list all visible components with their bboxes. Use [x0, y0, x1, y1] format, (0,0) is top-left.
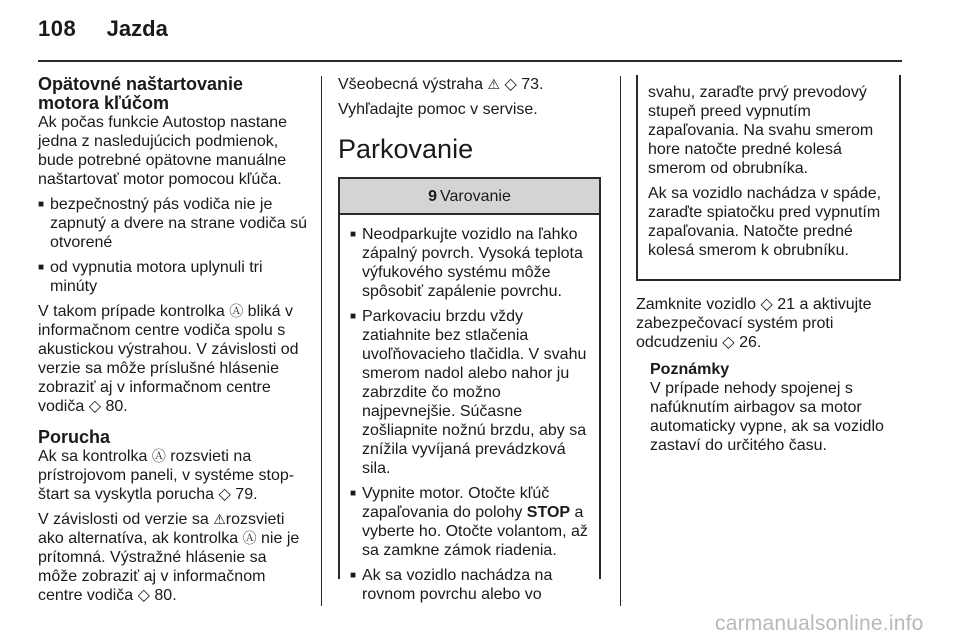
stop-position-label: STOP	[526, 504, 571, 521]
bullet-icon: ■	[350, 311, 357, 322]
bullet-icon: ■	[38, 262, 45, 273]
warning-header	[340, 179, 599, 215]
section-heading: Porucha	[38, 427, 111, 447]
header-rule	[38, 60, 902, 62]
list-item: ■ Parkovaciu brzdu vždy zatiahnite bez stlačenia uvoľňovacieho tlačidla. V svahu smerom nadol alebo nahor ju zabrzdite čo možno najpevnejšie. Súčasne zošliapnite nožnú brzdu, aby sa znížila vyvíjaná prevádzková sila.	[350, 308, 587, 477]
cross-reference-icon: ◇	[137, 587, 150, 604]
page-reference[interactable]: 26.	[739, 334, 762, 351]
cross-reference-icon: ◇	[218, 486, 231, 503]
column-1	[38, 75, 308, 611]
page-reference[interactable]: 73.	[521, 76, 544, 93]
cross-reference-icon: ◇	[88, 398, 102, 415]
column-2	[338, 75, 601, 603]
bullet-icon: ■	[350, 229, 357, 240]
cross-reference-icon: ◇	[760, 296, 773, 313]
paragraph: Ak sa vozidlo nachádza v spáde, zaraďte spiatočku pred vypnutím zapaľovania. Natočte predné kolesá smerom k obrubníku.	[648, 185, 882, 259]
paragraph: svahu, zaraďte prvý prevodový stupeň preed vypnutím zapaľovania. Na svahu smerom hore natočte predné kolesá smerom od obrubníka.	[648, 84, 874, 177]
fault-indicator-icon: Ⓐ	[151, 448, 166, 464]
page-reference[interactable]: 80.	[154, 587, 177, 604]
page-number: 108	[38, 16, 77, 41]
section-heading: Opätovné naštartovanie motora kľúčom	[38, 74, 244, 113]
paragraph: V takom prípade kontrolka Ⓐ bliká v informačnom centre vodiča spolu s akustickou výstrahou. V závislosti od verzie sa môže príslušné hlásenie zobraziť aj v informačnom centre vodiča ◇ 80.	[38, 303, 299, 415]
cross-reference-icon: ◇	[504, 76, 517, 93]
warning-triangle-icon: ⚠	[487, 76, 500, 92]
page-reference[interactable]: 80.	[105, 398, 128, 415]
paragraph: Ak počas funkcie Autostop nastane jedna z nasledujúcich podmienok, bude potrebné opätovne manuálne naštartovať motor pomocou kľúča.	[38, 114, 288, 188]
note-block	[636, 360, 901, 455]
list-item: ■ Vypnite motor. Otočte kľúč zapaľovania do polohy STOP a vyberte ho. Otočte volantom, až sa zamkne zámok riadenia.	[350, 485, 588, 559]
page-reference[interactable]: 79.	[235, 486, 258, 503]
warning-icon: 9	[428, 187, 438, 205]
list-item: ■ bezpečnostný pás vodiča nie je zapnutý a dvere na strane vodiča sú otvorené	[38, 196, 308, 251]
fault-indicator-icon: Ⓐ	[242, 530, 257, 546]
note-text: V prípade nehody spojenej s nafúknutím airbagov sa motor automaticky vypne, ak sa vozidlo zastaví do určitého času.	[650, 380, 884, 454]
autostop-indicator-icon: Ⓐ	[229, 303, 244, 319]
page-reference[interactable]: 21	[777, 296, 796, 313]
cross-reference-icon: ◇	[722, 334, 735, 351]
list-item: ■ od vypnutia motora uplynuli tri minúty	[38, 259, 263, 295]
bullet-icon: ■	[350, 488, 357, 499]
bullet-icon: ■	[38, 199, 45, 210]
section-heading: Parkovanie	[338, 134, 474, 164]
paragraph: Ak sa kontrolka Ⓐ rozsvieti na prístrojovom paneli, v systéme stop-štart sa vyskytla porucha ◇ 79.	[38, 448, 295, 503]
column-divider	[620, 76, 621, 606]
list-item: ■ Ak sa vozidlo nachádza na rovnom povrchu alebo vo	[350, 567, 553, 603]
watermark: carmanualsonline.info	[715, 612, 924, 635]
list-item: ■ Neodparkujte vozidlo na ľahko zápalný povrch. Vysoká teplota výfukového systému môže spôsobiť zapálenie povrchu.	[350, 226, 583, 300]
warning-box	[338, 177, 601, 603]
note-title: Poznámky	[650, 361, 730, 378]
warning-body	[340, 215, 599, 604]
bullet-icon: ■	[350, 570, 357, 581]
column-divider	[321, 76, 322, 606]
paragraph: Všeobecná výstraha ⚠ ◇ 73.	[338, 76, 544, 93]
column-3	[636, 75, 901, 455]
paragraph: V závislosti od verzie sa ⚠rozsvieti ako alternatíva, ak kontrolka Ⓐ nie je prítomná. Výstražné hlásenie sa môže zobraziť aj v informačnom centre vodiča ◇ 80.	[38, 511, 300, 604]
paragraph: Vyhľadajte pomoc v servise.	[338, 101, 538, 118]
chapter-title: Jazda	[106, 16, 168, 41]
paragraph: Zamknite vozidlo ◇ 21 a aktivujte zabezpečovací systém proti odcudzeniu ◇ 26.	[636, 296, 872, 351]
warning-triangle-icon: ⚠	[213, 511, 226, 527]
warning-title: Varovanie	[440, 187, 511, 205]
page-header	[38, 16, 168, 46]
warning-box-continued	[636, 75, 901, 281]
